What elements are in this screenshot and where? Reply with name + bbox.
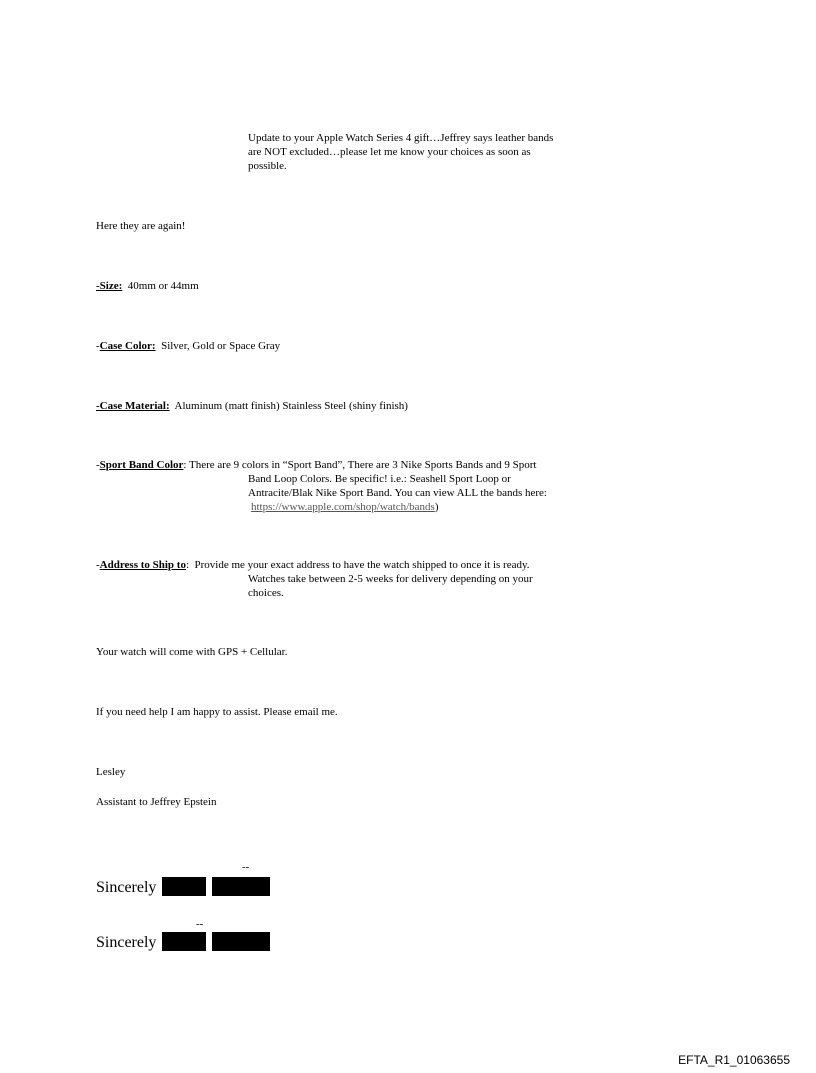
signature-text-1: Sincerely <box>96 879 157 896</box>
sport-band-link-suffix: ) <box>434 501 439 513</box>
sport-band-line-3: Antracite/Blak Nike Sport Band. You can view ALL the bands here: <box>248 487 547 499</box>
sport-band-line-2: Band Loop Colors. Be specific! i.e.: Seashell Sport Loop or <box>248 473 511 485</box>
help-text: If you need help I am happy to assist. Please email me. <box>96 706 338 718</box>
address-block <box>96 558 533 600</box>
case-material-label: Case Material: <box>99 400 170 412</box>
address-line-2: Watches take between 2-5 weeks for delivery depending on your <box>248 573 533 585</box>
sport-band-block <box>96 458 547 514</box>
sport-band-label: Sport Band Color <box>99 459 184 471</box>
sender-title: Assistant to Jeffrey Epstein <box>96 796 217 808</box>
signature-separator-1: -- <box>242 861 250 873</box>
redaction-box <box>162 932 206 951</box>
sport-band-prefix: - <box>96 459 100 471</box>
redaction-box <box>212 932 270 951</box>
redaction-box <box>162 877 206 896</box>
sport-band-line-1: : There are 9 colors in “Sport Band”, There are 3 Nike Sports Bands and 9 Sport <box>183 459 537 471</box>
case-material-value: Aluminum (matt finish) Stainless Steel (shiny finish) <box>169 400 408 412</box>
case-color-line <box>96 339 280 353</box>
gps-text: Your watch will come with GPS + Cellular. <box>96 646 288 658</box>
bands-link[interactable]: https://www.apple.com/shop/watch/bands <box>251 501 435 513</box>
redaction-box <box>212 877 270 896</box>
here-again-text: Here they are again! <box>96 220 186 232</box>
intro-line-2: are NOT excluded…please let me know your choices as soon as <box>248 146 531 158</box>
signature-separator-2: -- <box>196 918 204 930</box>
case-material-prefix: - <box>96 400 100 412</box>
address-line-1: : Provide me your exact address to have the watch shipped to once it is ready. <box>185 559 530 571</box>
size-label: Size: <box>99 280 123 292</box>
address-label: Address to Ship to <box>99 559 186 571</box>
sender-name: Lesley <box>96 766 126 778</box>
intro-paragraph <box>248 131 608 173</box>
case-color-label: Case Color: <box>99 340 156 352</box>
document-id: EFTA_R1_01063655 <box>678 1053 790 1067</box>
address-line-3: choices. <box>248 587 284 599</box>
case-material-line <box>96 399 408 413</box>
case-color-value: Silver, Gold or Space Gray <box>155 340 281 352</box>
sport-band-link-line <box>96 500 547 514</box>
size-value: 40mm or 44mm <box>122 280 199 292</box>
intro-line-1: Update to your Apple Watch Series 4 gift…Jeffrey says leather bands <box>248 132 554 144</box>
signature-block-1 <box>96 877 270 897</box>
case-color-prefix: - <box>96 340 100 352</box>
signature-text-2: Sincerely <box>96 934 157 951</box>
signature-block-2 <box>96 932 270 952</box>
size-prefix: - <box>96 280 100 292</box>
address-prefix: - <box>96 559 100 571</box>
size-line <box>96 279 199 293</box>
intro-line-3: possible. <box>248 160 287 172</box>
